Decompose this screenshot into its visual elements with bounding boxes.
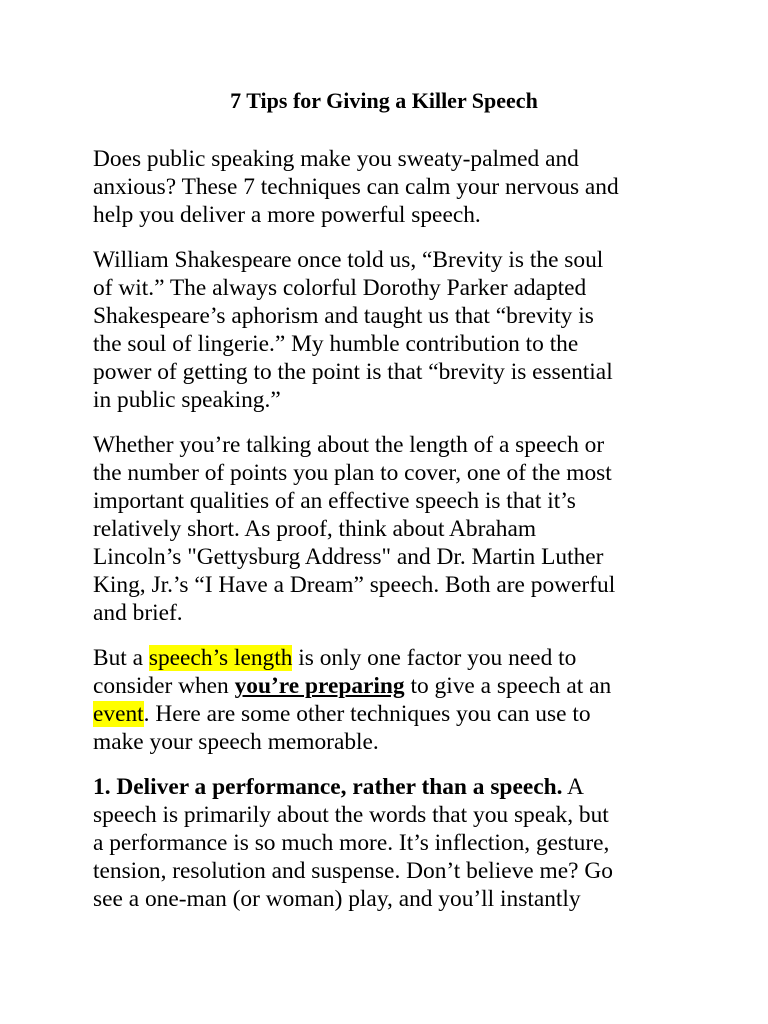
paragraph-text: make your speech memorable.	[93, 729, 379, 755]
paragraph-line: King, Jr.’s “I Have a Dream” speech. Both are powerful	[93, 572, 616, 598]
paragraph-line: a performance is so much more. It’s inflection, gesture,	[93, 830, 610, 856]
paragraph-text: to give a speech at an	[404, 673, 612, 699]
highlighted-text-speech-length: speech’s length	[148, 645, 293, 671]
paragraph-text: A	[562, 774, 584, 800]
paragraph-text: . Here are some other techniques you can use to	[143, 701, 591, 727]
paragraph-line: the number of points you plan to cover, one of the most	[93, 460, 612, 486]
brevity-paragraph	[93, 431, 693, 627]
document-title: 7 Tips for Giving a Killer Speech	[230, 88, 538, 113]
tip-1-paragraph	[93, 773, 693, 913]
paragraph-line: of wit.” The always colorful Dorothy Parker adapted	[93, 275, 587, 301]
paragraph-line: in public speaking.”	[93, 387, 281, 413]
intro-line: help you deliver a more powerful speech.	[93, 202, 481, 228]
paragraph-text: But a	[93, 645, 149, 671]
paragraph-line: William Shakespeare once told us, “Brevity is the soul	[93, 247, 604, 273]
paragraph-line: speech is primarily about the words that you speak, but	[93, 802, 609, 828]
paragraph-text: consider when	[93, 673, 235, 699]
paragraph-line: Whether you’re talking about the length of a speech or	[93, 432, 605, 458]
paragraph-line: the soul of lingerie.” My humble contribution to the	[93, 331, 579, 357]
paragraph-line: Shakespeare’s aphorism and taught us that “brevity is	[93, 303, 594, 329]
intro-line: Does public speaking make you sweaty-palmed and	[93, 146, 579, 172]
paragraph-line: Lincoln’s "Gettysburg Address" and Dr. Martin Luther	[93, 544, 604, 570]
paragraph-text: is only one factor you need to	[292, 645, 577, 671]
paragraph-line: important qualities of an effective speech is that it’s	[93, 488, 576, 514]
paragraph-line: power of getting to the point is that “brevity is essential	[93, 359, 613, 385]
highlighted-text-event: event	[93, 701, 144, 727]
techniques-paragraph	[93, 644, 693, 756]
paragraph-line: tension, resolution and suspense. Don’t believe me? Go	[93, 858, 613, 884]
document-body	[93, 86, 693, 930]
intro-line: anxious? These 7 techniques can calm your nervous and	[93, 174, 619, 200]
tip-1-heading: 1. Deliver a performance, rather than a speech.	[93, 774, 563, 800]
intro-paragraph	[93, 145, 693, 229]
paragraph-line: and brief.	[93, 600, 183, 626]
bold-underlined-text: you’re preparing	[234, 673, 405, 699]
paragraph-line: see a one-man (or woman) play, and you’ll instantly	[93, 886, 581, 912]
paragraph-line: relatively short. As proof, think about Abraham	[93, 516, 537, 542]
shakespeare-paragraph	[93, 246, 693, 414]
